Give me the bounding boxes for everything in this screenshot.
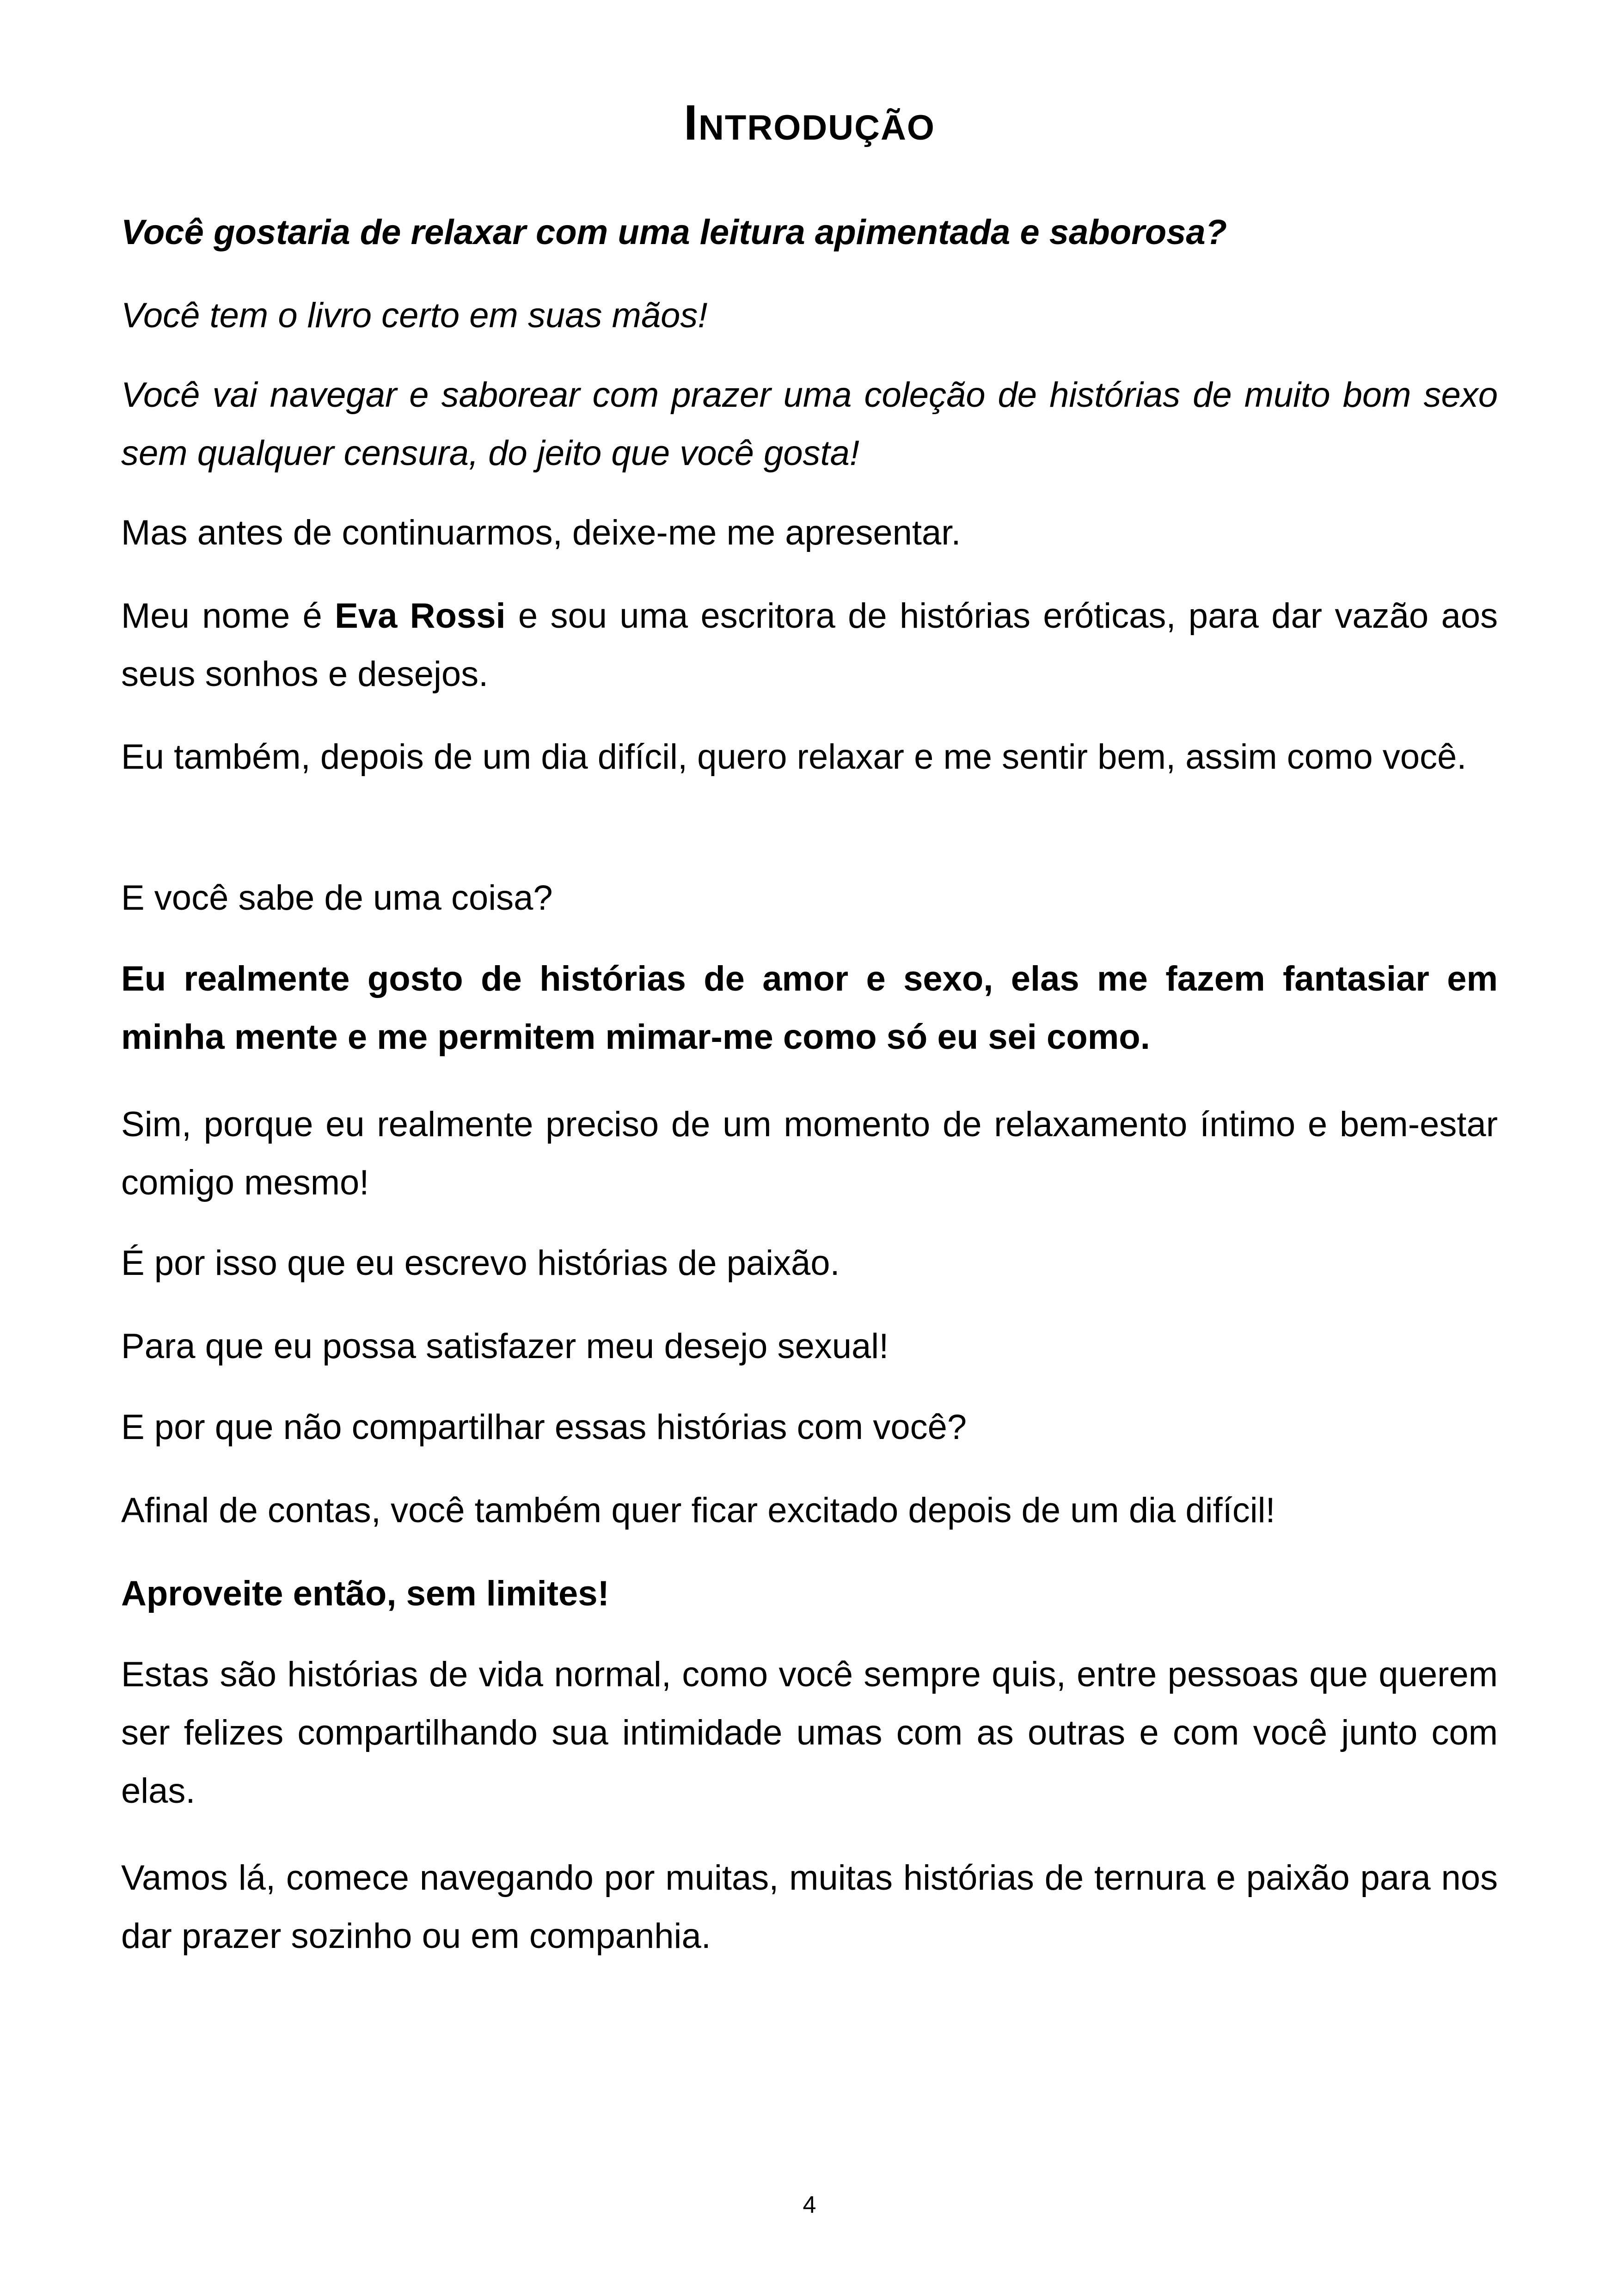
paragraph-relax: Eu também, depois de um dia difícil, quero relaxar e me sentir bem, assim como você. bbox=[121, 737, 1467, 777]
paragraph-love-stories: Eu realmente gosto de histórias de amor e sexo, elas me fazem fantasiar em minha mente e me permitem mimar-me como só eu sei como. bbox=[121, 959, 1498, 1057]
paragraph-navigate-stories: Você vai navegar e saborear com prazer uma coleção de histórias de muito bom sexo sem qualquer censura, do jeito que você gosta! bbox=[121, 375, 1498, 473]
paragraph-book-in-hands: Você tem o livro certo em suas mãos! bbox=[121, 296, 708, 335]
paragraph-enjoy: Aproveite então, sem limites! bbox=[121, 1574, 609, 1613]
paragraph-satisfy-desire: Para que eu possa satisfazer meu desejo sexual! bbox=[121, 1327, 889, 1366]
author-intro-text: Meu nome é bbox=[121, 596, 335, 636]
document-page bbox=[121, 0, 1498, 2296]
title-text: Introdução bbox=[684, 94, 935, 150]
paragraph-intro-question: Você gostaria de relaxar com uma leitura apimentada e saborosa? bbox=[121, 213, 1227, 252]
author-name: Eva Rossi bbox=[335, 596, 506, 636]
author-description-text: e sou uma escritora de histórias eróticas, para dar vazão aos seus sonhos e desejos. bbox=[121, 596, 1498, 694]
paragraph-normal-life-stories: Estas são histórias de vida normal, como você sempre quis, entre pessoas que querem ser felizes compartilhando sua intimidade umas com as outras e com você junto com elas. bbox=[121, 1655, 1498, 1811]
page-number: 4 bbox=[803, 2192, 816, 2218]
paragraph-lets-go: Vamos lá, comece navegando por muitas, muitas histórias de ternura e paixão para nos dar prazer sozinho ou em companhia. bbox=[121, 1858, 1498, 1956]
paragraph-intimate-moment: Sim, porque eu realmente preciso de um momento de relaxamento íntimo e bem-estar comigo mesmo! bbox=[121, 1105, 1498, 1202]
paragraph-know-something: E você sabe de uma coisa? bbox=[121, 878, 553, 918]
paragraph-introduce: Mas antes de continuarmos, deixe-me me apresentar. bbox=[121, 513, 961, 552]
paragraph-share-stories: E por que não compartilhar essas histórias com você? bbox=[121, 1408, 967, 1447]
paragraph-after-hard-day: Afinal de contas, você também quer ficar excitado depois de um dia difícil! bbox=[121, 1491, 1275, 1530]
paragraph-author-name bbox=[121, 587, 1498, 704]
paragraph-write-passion: É por isso que eu escrevo histórias de paixão. bbox=[121, 1243, 840, 1283]
page-title bbox=[121, 90, 1498, 155]
